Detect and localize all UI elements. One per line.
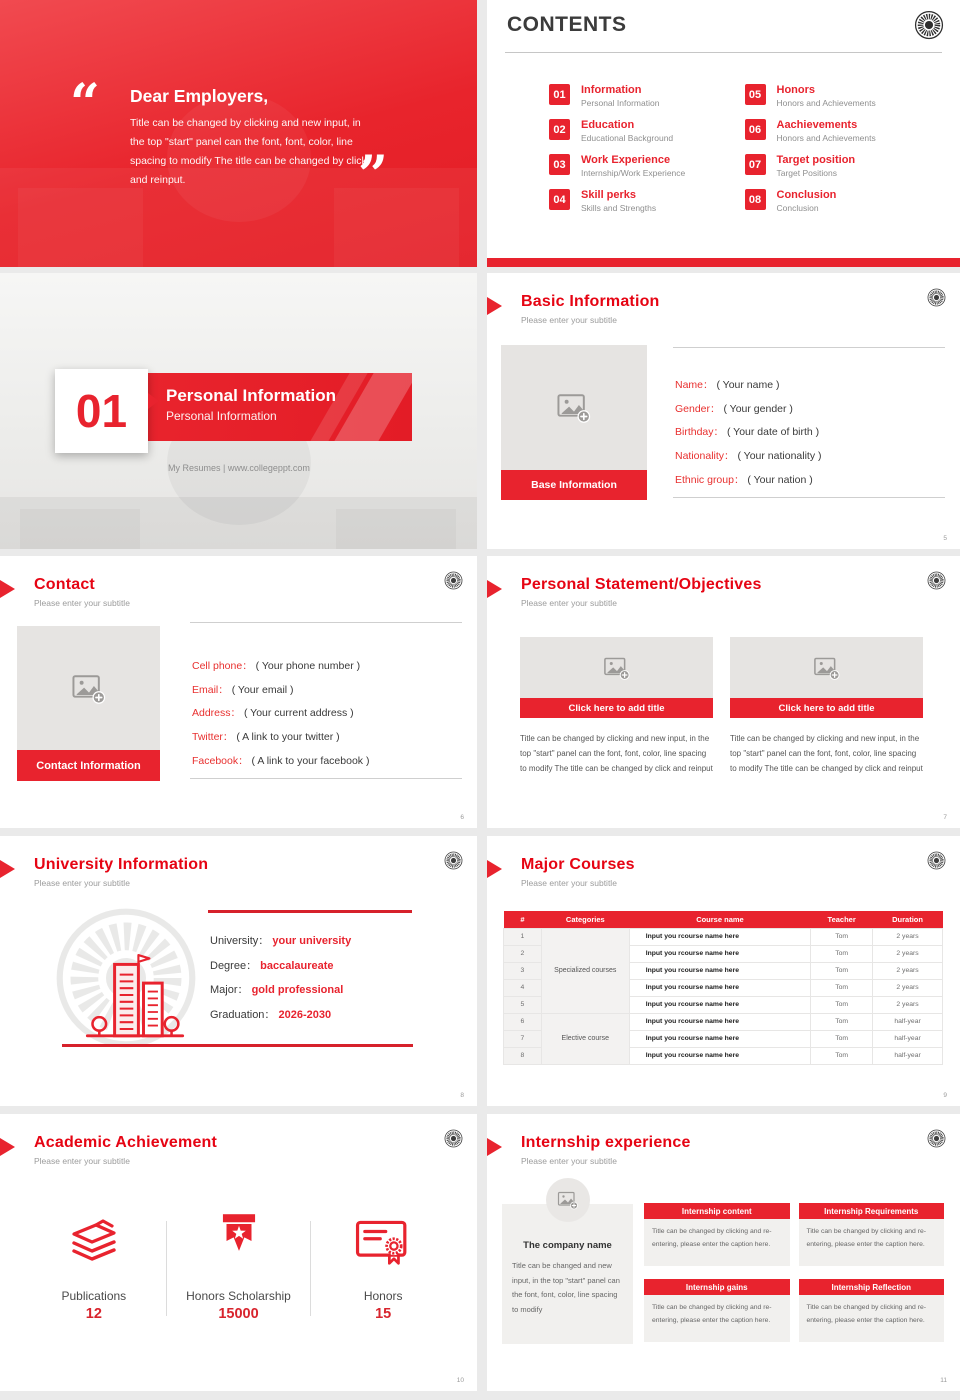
page-number: 9: [943, 1092, 947, 1099]
course-name: Input you rcourse name here: [629, 1047, 811, 1064]
item-number-badge: 05: [745, 84, 766, 105]
section-number-box: [55, 369, 148, 453]
item-sublabel: Conclusion: [776, 203, 819, 214]
field-value: ( Your name ): [716, 379, 780, 391]
duration-cell: 2 years: [873, 962, 943, 979]
stat-scholarship: [167, 1209, 311, 1322]
item-number-badge: 08: [745, 189, 766, 210]
field-value: your university: [272, 935, 352, 947]
field-label: Twitter：: [192, 731, 234, 744]
contact-fields: [192, 654, 464, 773]
row-number: 6: [504, 1013, 542, 1030]
field-value: gold professional: [251, 984, 344, 996]
slide-title: Major Courses: [521, 856, 635, 873]
field-value: ( Your current address ): [243, 707, 354, 720]
contents-item-05[interactable]: [745, 84, 941, 108]
photo-caption-bar: Contact Information: [17, 750, 160, 781]
university-building-icon: [84, 944, 186, 1046]
stat-value: 12: [85, 1306, 102, 1322]
header-arrow-icon: [0, 860, 15, 878]
university-seal-icon: [927, 1129, 946, 1148]
table-row: [504, 1013, 943, 1030]
slide-academic-achievement[interactable]: [0, 1114, 477, 1391]
slide-title: Academic Achievement: [34, 1134, 218, 1151]
statement-card[interactable]: [730, 637, 923, 776]
card-body: Title can be changed by clicking and re-entering, please enter the caption here.: [644, 1295, 790, 1342]
item-number-badge: 07: [745, 154, 766, 175]
row-number: 4: [504, 979, 542, 996]
image-placeholder-icon: [557, 1190, 579, 1210]
internship-card-reflection: [799, 1279, 945, 1342]
field-label: Facebook：: [192, 754, 249, 767]
field-label: University：: [210, 935, 270, 947]
contents-title: CONTENTS: [507, 13, 627, 36]
course-name: Input you rcourse name here: [629, 979, 811, 996]
page-number: 6: [460, 814, 464, 821]
item-label: Aachievements: [776, 119, 858, 131]
item-sublabel: Target Positions: [776, 168, 837, 179]
course-name: Input you rcourse name here: [629, 945, 811, 962]
category-cell: Elective course: [541, 1013, 629, 1064]
row-number: 5: [504, 996, 542, 1013]
duration-cell: 2 years: [873, 928, 943, 945]
red-rule: [62, 1044, 413, 1047]
university-seal-icon: [914, 10, 944, 40]
field-label: Address：: [192, 707, 242, 720]
contents-item-01[interactable]: [549, 84, 745, 108]
courses-table: [503, 911, 943, 1065]
statement-body: Title can be changed by clicking and new input, in the top "start" panel can the font, font, color, line spacing to modify The title can be changed by click and reinput: [730, 734, 923, 773]
university-seal-icon: [927, 288, 946, 307]
column-header: Duration: [873, 911, 943, 928]
red-rule: [208, 910, 412, 913]
contents-item-06[interactable]: [745, 119, 941, 143]
company-name: The company name: [523, 1240, 612, 1251]
slide-university-information[interactable]: [0, 836, 477, 1106]
header-arrow-icon: [487, 580, 502, 598]
section-subtitle: Personal Information: [166, 409, 277, 423]
table-header-row: [504, 911, 943, 928]
teacher-cell: Tom: [811, 1013, 873, 1030]
field-value: 2026-2030: [278, 1008, 332, 1021]
achievement-stats: [22, 1209, 455, 1322]
category-cell: Specialized courses: [541, 928, 629, 1013]
teacher-cell: Tom: [811, 1030, 873, 1047]
item-number-badge: 04: [549, 189, 570, 210]
item-sublabel: Personal Information: [581, 98, 660, 109]
item-sublabel: Skills and Strengths: [581, 203, 657, 214]
company-body: Title can be changed and new input, in the top "start" panel can the font, font, color, line spacing to modify: [512, 1261, 620, 1314]
add-title-bar[interactable]: Click here to add title: [730, 698, 923, 718]
row-number: 8: [504, 1047, 542, 1064]
section-number: 01: [75, 385, 128, 437]
duration-cell: 2 years: [873, 979, 943, 996]
slide-title: Personal Statement/Objectives: [521, 576, 762, 593]
course-name: Input you rcourse name here: [629, 928, 811, 945]
page-number: 7: [943, 814, 947, 821]
page-number: 10: [456, 1377, 464, 1384]
company-card: [502, 1204, 633, 1344]
card-body: Title can be changed by clicking and re-entering, please enter the caption here.: [799, 1295, 945, 1342]
slide-subtitle: Please enter your subtitle: [34, 598, 130, 608]
field-label: Email：: [192, 683, 229, 696]
field-value: ( Your email ): [231, 683, 294, 696]
field-label: Major：: [210, 984, 249, 996]
divider: [190, 622, 462, 623]
slide-subtitle: Please enter your subtitle: [521, 878, 617, 888]
teacher-cell: Tom: [811, 962, 873, 979]
image-placeholder-icon: [813, 655, 841, 681]
item-sublabel: Honors and Achievements: [776, 133, 876, 144]
divider: [673, 497, 945, 498]
item-label: Target position: [776, 154, 856, 166]
quote-body: Title can be changed by clicking and new input, in the top "start" panel can the font, font, color, line spacing to modify The title can be changed by click and reinput.: [130, 117, 367, 187]
university-seal-icon: [927, 571, 946, 590]
card-title-bar: Internship Requirements: [799, 1203, 945, 1219]
column-header: Course name: [629, 911, 811, 928]
item-label: Honors: [776, 84, 815, 96]
stat-publications: [22, 1209, 166, 1322]
card-title-bar: Internship content: [644, 1203, 790, 1219]
contents-item-03[interactable]: [549, 154, 745, 178]
stat-label: Publications: [61, 1289, 127, 1303]
university-fields: [210, 932, 351, 1030]
open-quote-icon: “: [70, 73, 100, 134]
item-sublabel: Educational Background: [581, 133, 674, 144]
item-number-badge: 06: [745, 119, 766, 140]
university-seal-icon: [444, 571, 463, 590]
slide-internship-experience[interactable]: [487, 1114, 960, 1391]
header-arrow-icon: [487, 297, 502, 315]
course-name: Input you rcourse name here: [629, 1030, 811, 1047]
statement-card[interactable]: [520, 637, 713, 776]
image-placeholder-icon: [603, 655, 631, 681]
field-value: ( Your date of birth ): [726, 426, 820, 439]
slide-contact[interactable]: [0, 556, 477, 828]
slide-subtitle: Please enter your subtitle: [521, 1156, 617, 1166]
field-label: Ethnic group：: [675, 473, 745, 486]
divider: [673, 347, 945, 348]
row-number: 3: [504, 962, 542, 979]
field-label: Cell phone：: [192, 660, 253, 672]
item-number-badge: 01: [549, 84, 570, 105]
scholarship-medal-icon: [214, 1212, 264, 1270]
field-value: baccalaureate: [260, 959, 334, 972]
contents-item-08[interactable]: [745, 189, 941, 213]
duration-cell: 2 years: [873, 945, 943, 962]
slide-title: Basic Information: [521, 293, 660, 310]
teacher-cell: Tom: [811, 1047, 873, 1064]
course-name: Input you rcourse name here: [629, 1013, 811, 1030]
duration-cell: 2 years: [873, 996, 943, 1013]
card-body: Title can be changed by clicking and re-entering, please enter the caption here.: [799, 1219, 945, 1266]
contents-footer-bar: [487, 258, 960, 267]
slide-major-courses[interactable]: [487, 836, 960, 1106]
course-name: Input you rcourse name here: [629, 996, 811, 1013]
item-label: Conclusion: [776, 189, 837, 201]
internship-cards-grid: [644, 1203, 944, 1342]
photo-caption-bar: Base Information: [501, 470, 647, 500]
field-label: Degree：: [210, 959, 258, 972]
page-number: 5: [943, 535, 947, 542]
university-seal-icon: [444, 851, 463, 870]
duration-cell: half-year: [873, 1013, 943, 1030]
image-placeholder-icon: [556, 391, 592, 424]
slide-title: Internship experience: [521, 1134, 691, 1151]
stat-label: Honors Scholarship: [186, 1289, 291, 1303]
field-value: ( Your phone number ): [255, 660, 361, 672]
teacher-cell: Tom: [811, 928, 873, 945]
column-header: #: [504, 911, 542, 928]
item-sublabel: Honors and Achievements: [776, 98, 876, 109]
slide-subtitle: Please enter your subtitle: [521, 315, 617, 325]
item-sublabel: Internship/Work Experience: [581, 168, 686, 179]
section-title: Personal Information: [166, 386, 337, 405]
item-label: Education: [581, 119, 635, 131]
internship-card-content: [644, 1203, 790, 1266]
row-number: 1: [504, 928, 542, 945]
teacher-cell: Tom: [811, 979, 873, 996]
close-quote-icon: ”: [358, 145, 388, 206]
teacher-cell: Tom: [811, 996, 873, 1013]
title-divider: [505, 52, 942, 53]
basic-info-fields: [675, 373, 947, 492]
divider: [190, 778, 462, 779]
certificate-icon: [353, 1215, 413, 1268]
slide-subtitle: Please enter your subtitle: [34, 878, 130, 888]
field-label: Gender：: [675, 402, 721, 415]
internship-card-requirements: [799, 1203, 945, 1266]
header-arrow-icon: [0, 1138, 15, 1156]
image-placeholder-icon: [71, 672, 107, 705]
field-label: Nationality：: [675, 450, 735, 463]
stat-honors: [311, 1209, 455, 1322]
item-number-badge: 03: [549, 154, 570, 175]
field-label: Name：: [675, 379, 714, 391]
course-name: Input you rcourse name here: [629, 962, 811, 979]
company-logo-placeholder[interactable]: [546, 1178, 590, 1222]
item-number-badge: 02: [549, 119, 570, 140]
section-footer-text: My Resumes | www.collegeppt.com: [168, 463, 310, 473]
duration-cell: half-year: [873, 1030, 943, 1047]
photo-placeholder[interactable]: [501, 345, 647, 470]
row-number: 2: [504, 945, 542, 962]
card-title-bar: Internship Reflection: [799, 1279, 945, 1295]
slide-section-01[interactable]: [0, 273, 477, 549]
stat-value: 15000: [218, 1306, 259, 1322]
contents-item-02[interactable]: [549, 119, 745, 143]
statement-body: Title can be changed by clicking and new input, in the top "start" panel can the font, font, color, line spacing to modify The title can be changed by click and reinput: [520, 734, 713, 773]
item-label: Work Experience: [581, 154, 671, 166]
duration-cell: half-year: [873, 1047, 943, 1064]
row-number: 7: [504, 1030, 542, 1047]
field-label: Birthday：: [675, 426, 725, 439]
field-value: ( A link to your twitter ): [236, 731, 340, 744]
card-title-bar: Internship gains: [644, 1279, 790, 1295]
photo-placeholder[interactable]: [730, 637, 923, 698]
slide-subtitle: Please enter your subtitle: [521, 598, 617, 608]
item-label: Information: [581, 84, 642, 96]
slide-basic-information[interactable]: [487, 273, 960, 549]
contents-item-04[interactable]: [549, 189, 745, 213]
field-value: ( Your nation ): [747, 473, 813, 486]
page-number: 8: [460, 1092, 464, 1099]
field-value: ( Your nationality ): [737, 450, 822, 463]
table-row: [504, 928, 943, 945]
page-number: 11: [940, 1377, 947, 1384]
pointer-arrow-icon: [148, 393, 159, 409]
photo-placeholder[interactable]: [17, 626, 160, 750]
stat-value: 15: [375, 1306, 392, 1322]
slide-title: University Information: [34, 856, 209, 873]
field-value: ( A link to your facebook ): [251, 754, 370, 767]
header-arrow-icon: [487, 860, 502, 878]
header-arrow-icon: [0, 580, 15, 598]
slide-subtitle: Please enter your subtitle: [34, 1156, 130, 1166]
add-title-bar[interactable]: Click here to add title: [520, 698, 713, 718]
card-body: Title can be changed by clicking and re-entering, please enter the caption here.: [644, 1219, 790, 1266]
slide-personal-statement[interactable]: [487, 556, 960, 828]
header-arrow-icon: [487, 1138, 502, 1156]
field-label: Graduation：: [210, 1008, 276, 1021]
column-header: Teacher: [811, 911, 873, 928]
field-value: ( Your gender ): [723, 402, 793, 415]
stat-label: Honors: [363, 1289, 403, 1303]
column-header: Categories: [541, 911, 629, 928]
teacher-cell: Tom: [811, 945, 873, 962]
publications-icon: [62, 1212, 126, 1270]
slide-quote[interactable]: [0, 0, 477, 267]
contents-item-07[interactable]: [745, 154, 941, 178]
photo-placeholder[interactable]: [520, 637, 713, 698]
slide-title: Contact: [34, 576, 95, 593]
contents-list: [549, 84, 940, 224]
internship-card-gains: [644, 1279, 790, 1342]
item-label: Skill perks: [581, 189, 637, 201]
university-seal-icon: [444, 1129, 463, 1148]
slide-contents[interactable]: [487, 0, 960, 267]
quote-title: Dear Employers,: [130, 86, 269, 106]
university-seal-icon: [927, 851, 946, 870]
